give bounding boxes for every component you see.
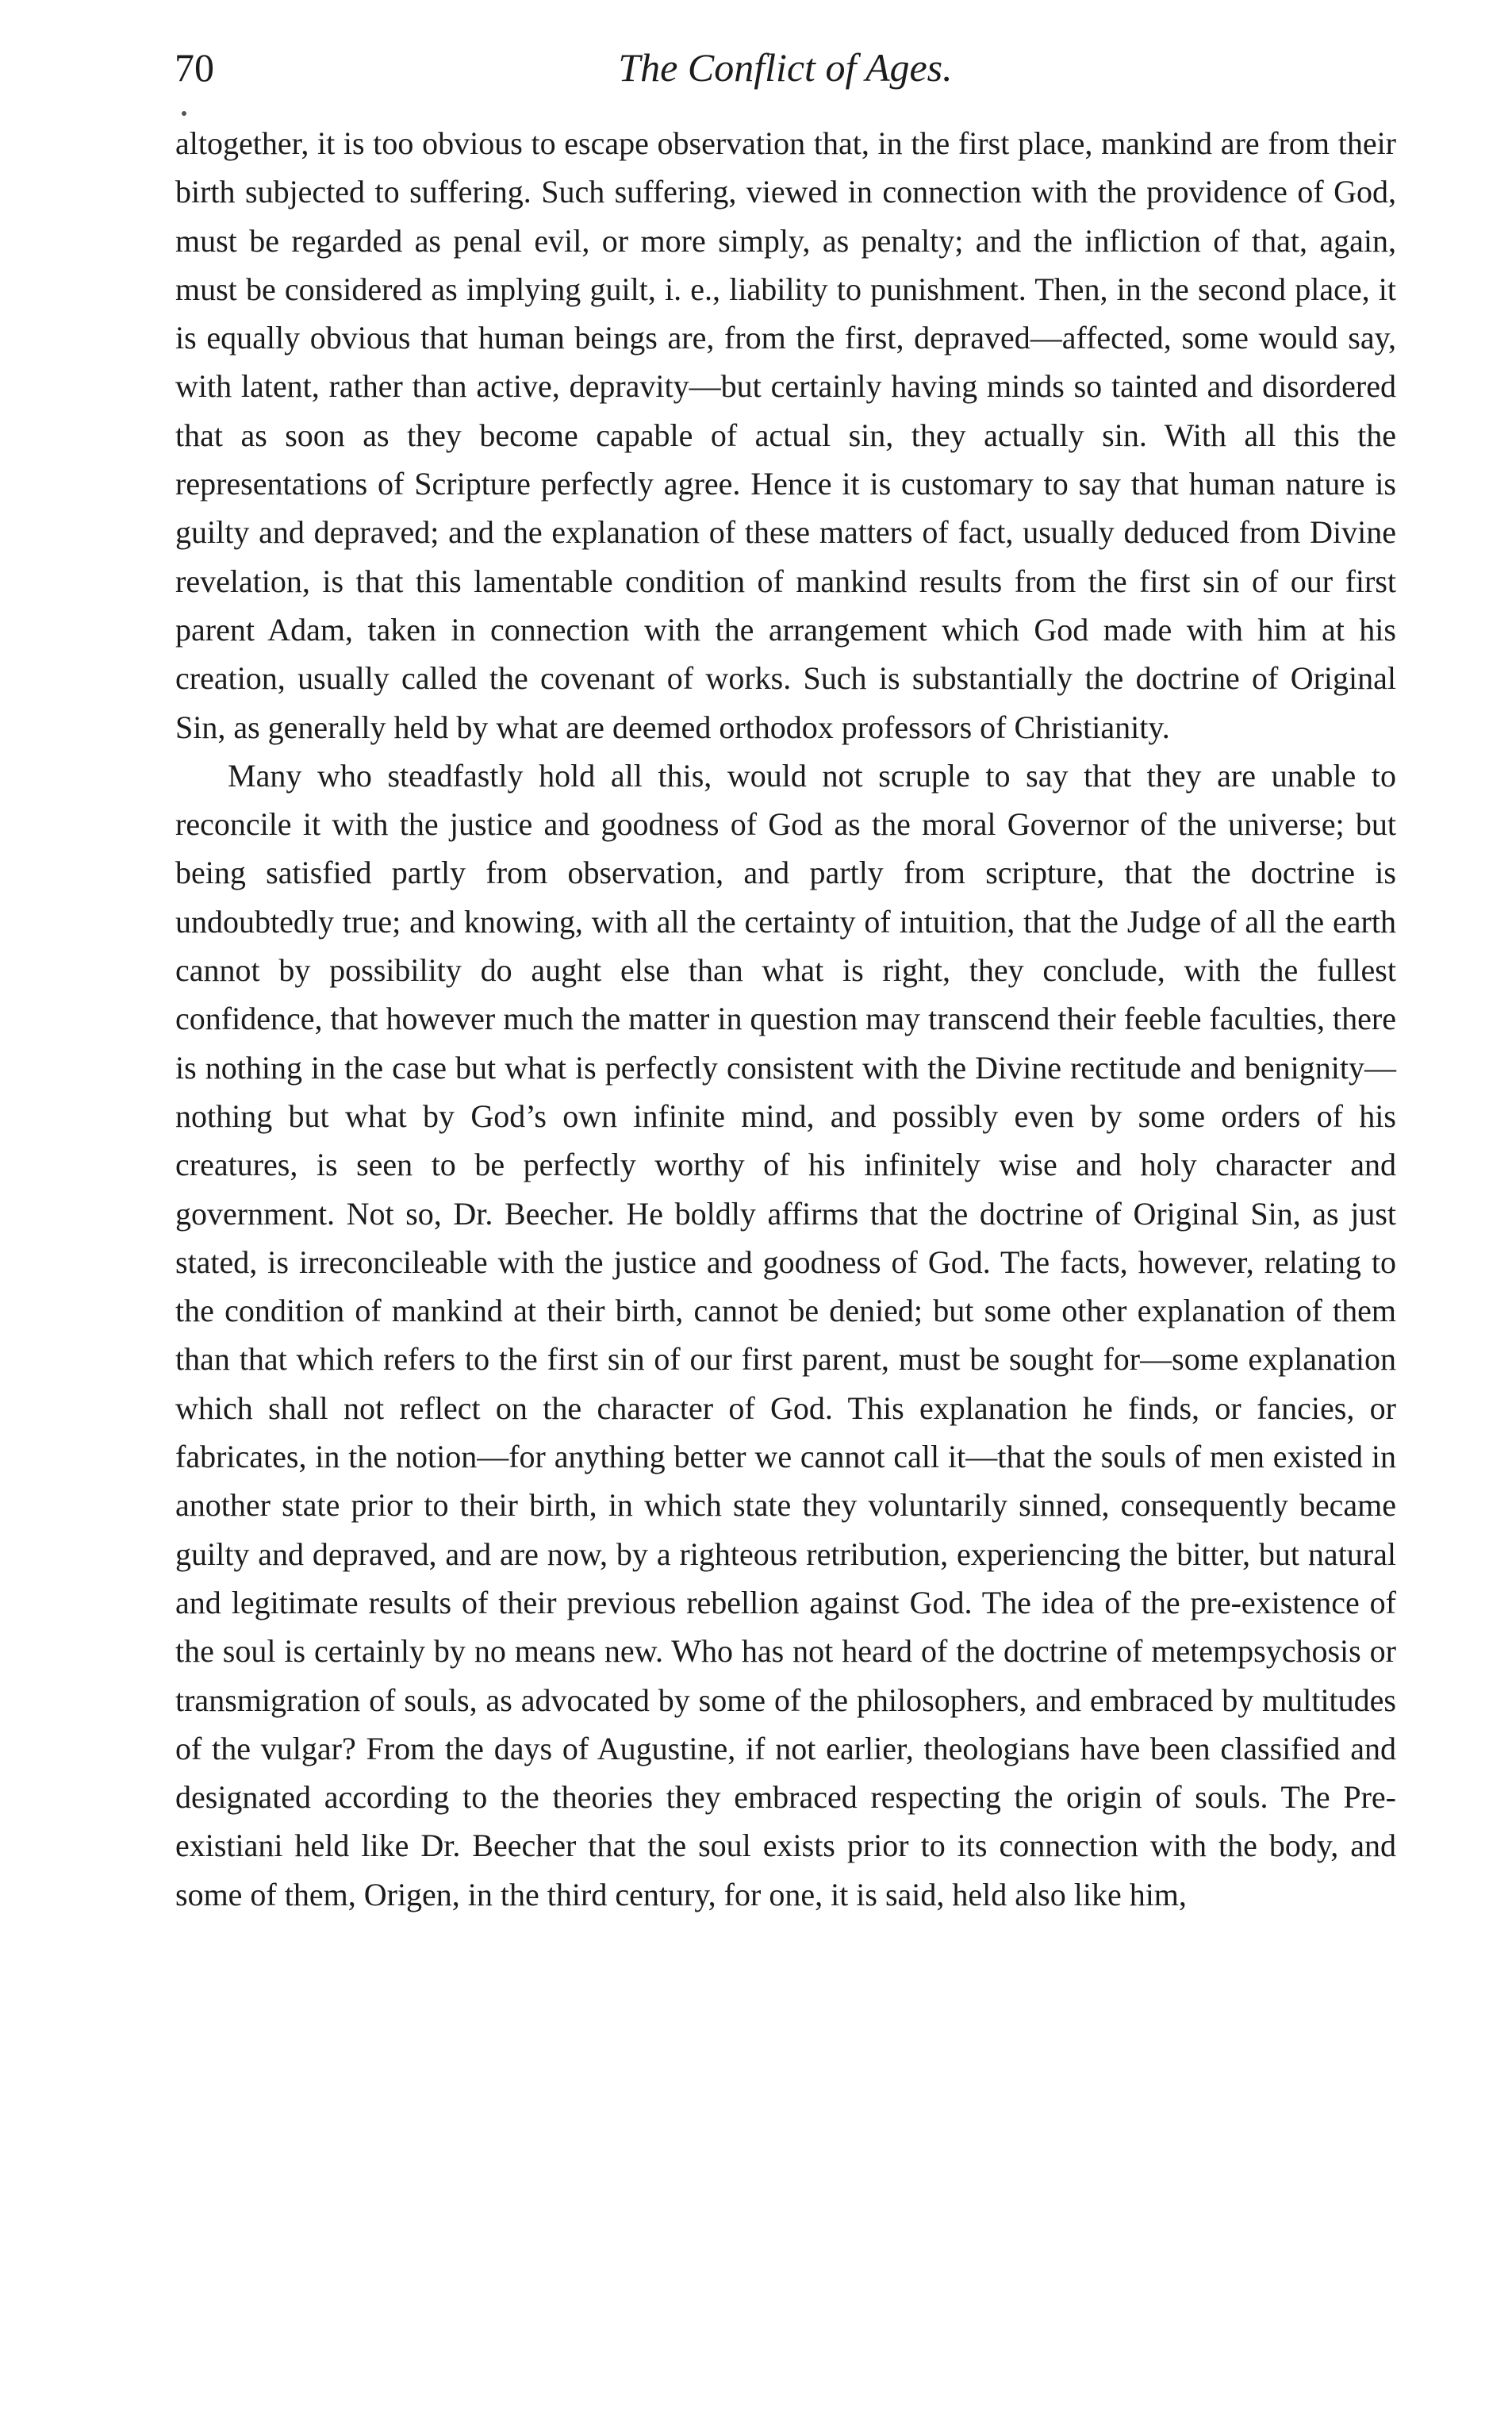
- page-number: 70: [175, 45, 214, 90]
- paragraph: altogether, it is too obvious to escape observation that, in the first place, mankind are from their birth subjected to suffering. Such suffering, viewed in connection with the providence of God, must be regarded as penal evil, or more simply, as penalty; and the infliction of that, again, must be considered as implying guilt, i. e., liability to punishment. Then, in the second place, it is equally obvious that human beings are, from the first, depraved—affected, some would say, with latent, rather than active, depravity—but certainly having minds so tainted and disordered that as soon as they become capable of actual sin, they actually sin. With all this the representations of Scripture perfectly agree. Hence it is customary to say that human nature is guilty and depraved; and the explanation of these matters of fact, usually deduced from Divine revelation, is that this lamentable condition of mankind results from the first sin of our first parent Adam, taken in connection with the arrangement which God made with him at his creation, usually called the covenant of works. Such is substantially the doctrine of Original Sin, as generally held by what are deemed orthodox professors of Christianity.: [175, 125, 1396, 745]
- paragraph: Many who steadfastly hold all this, would not scruple to say that they are unable to reconcile it with the justice and goodness of God as the moral Governor of the universe; but being satisfied partly from observation, and partly from scripture, that the doctrine is undoubtedly true; and knowing, with all the certainty of intuition, that the Judge of all the earth cannot by possibility do aught else than what is right, they conclude, with the fullest confidence, that however much the matter in question may transcend their feeble faculties, there is nothing in the case but what is perfectly consistent with the Divine rectitude and benignity—nothing but what by God’s own infinite mind, and possibly even by some orders of his creatures, is seen to be perfectly worthy of his infinitely wise and holy character and government. Not so, Dr. Beecher. He boldly affirms that the doctrine of Original Sin, as just stated, is irreconcileable with the justice and goodness of God. The facts, however, relating to the condition of mankind at their birth, cannot be denied; but some other explanation of them than that which refers to the first sin of our first parent, must be sought for—some explanation which shall not reflect on the character of God. This explanation he finds, or fancies, or fabricates, in the notion—for anything better we cannot call it—that the souls of men existed in another state prior to their birth, in which state they voluntarily sinned, consequently became guilty and depraved, and are now, by a righteous retribution, experiencing the bitter, but natural and legitimate results of their previous rebellion against God. The idea of the pre-existence of the soul is certainly by no means new. Who has not heard of the doctrine of metempsychosis or transmigration of souls, as advocated by some of the philosophers, and embraced by multitudes of the vulgar? From the days of Augustine, if not earlier, theologians have been classified and designated according to the theories they embraced respecting the origin of souls. The Pre-existiani held like Dr. Beecher that the soul exists prior to its connection with the body, and some of them, Origen, in the third century, for one, it is said, held also like him,: [175, 757, 1396, 1912]
- body-text: [175, 119, 1396, 1919]
- stray-mark: [182, 111, 186, 116]
- running-title: The Conflict of Ages.: [618, 45, 953, 90]
- page-header: [175, 40, 1396, 95]
